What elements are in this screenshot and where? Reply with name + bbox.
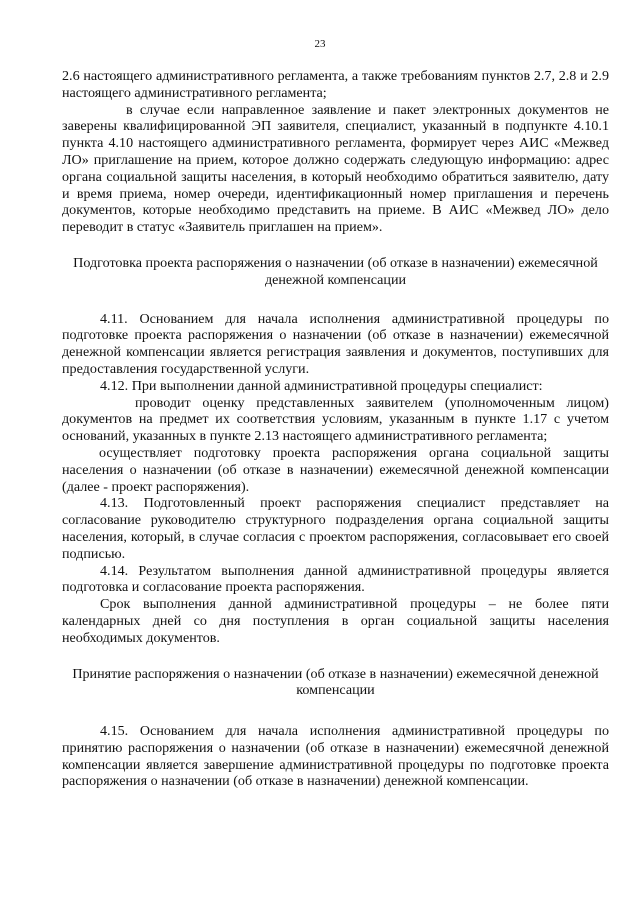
spacer [62,647,609,666]
spacer [62,236,609,255]
paragraph-deadline: Срок выполнения данной административной процедуры – не более пяти календарных дней со дня поступления в орган социальной защиты населения необходимых документов. [62,596,609,646]
paragraph-4-11: 4.11. Основанием для начала исполнения административной процедуры по подготовке проекта распоряжения о назначении (об отказе в назначении) ежемесячной денежной компенсации является регистрация заявления и документов, поступивших для предоставления государственной услуги. [62,310,609,377]
page-number: 23 [314,38,326,50]
paragraph-4-12: 4.12. При выполнении данной административной процедуры специалист: [100,377,543,394]
paragraph-4-14: 4.14. Результатом выполнения данной административной процедуры является подготовка и согласование проекта распоряжения. [62,562,609,596]
paragraph-preparation: осуществляет подготовку проекта распоряжения органа социальной защиты населения о назначении (об отказе в назначении) ежемесячной денежной компенсации (далее - проект распоряжения). [62,444,609,495]
paragraph-4-15: 4.15. Основанием для начала исполнения административной процедуры по принятию распоряжения о назначении (об отказе в назначении) ежемесячной денежной компенсации является завершение административной процедуры по подготовке проекта распоряжения о назначении (об отказе в назначении) денежной компенсации. [62,723,609,790]
paragraph-assessment: проводит оценку представленных заявителем (уполномоченным лицом) документов на предмет их соответствия условиям, указанным в пункте 1.17 с учетом оснований, указанных в пункте 2.13 настоящего административного регламента; [62,394,609,445]
paragraph-continuation: 2.6 настоящего административного регламента, а также требованиям пунктов 2.7, 2.8 и 2.9 настоящего административного регламента; [62,68,609,101]
section-heading-draft-order: Подготовка проекта распоряжения о назначении (об отказе в назначении) ежемесячной денежной компенсации [73,254,598,288]
paragraph-4-13: 4.13. Подготовленный проект распоряжения специалист представляет на согласование руководителю структурного подразделения органа социальной защиты населения, который, в случае согласия с проектом распоряжения, согласовывает его своей подписью. [62,495,609,562]
spacer [62,289,609,311]
document-body [62,68,609,790]
section-heading-adoption: Принятие распоряжения о назначении (об отказе в назначении) ежемесячной денежной компенсации [72,665,599,699]
spacer [62,699,609,723]
paragraph-invitation: в случае если направленное заявление и пакет электронных документов не заверены квалифицированной ЭП заявителя, специалист, указанный в подпункте 4.10.1 пункта 4.10 настоящего административного регламента, формирует через АИС «Межвед ЛО» приглашение на прием, которое должно содержать следующую информацию: адрес органа социальной защиты населения, в который необходимо обратиться заявителю, дату и время приема, номер очереди, идентификационный номер приглашения и перечень документов, которые необходимо представить на приеме. В АИС «Межвед ЛО» дело переводит в статус «Заявитель приглашен на прием». [62,101,609,236]
